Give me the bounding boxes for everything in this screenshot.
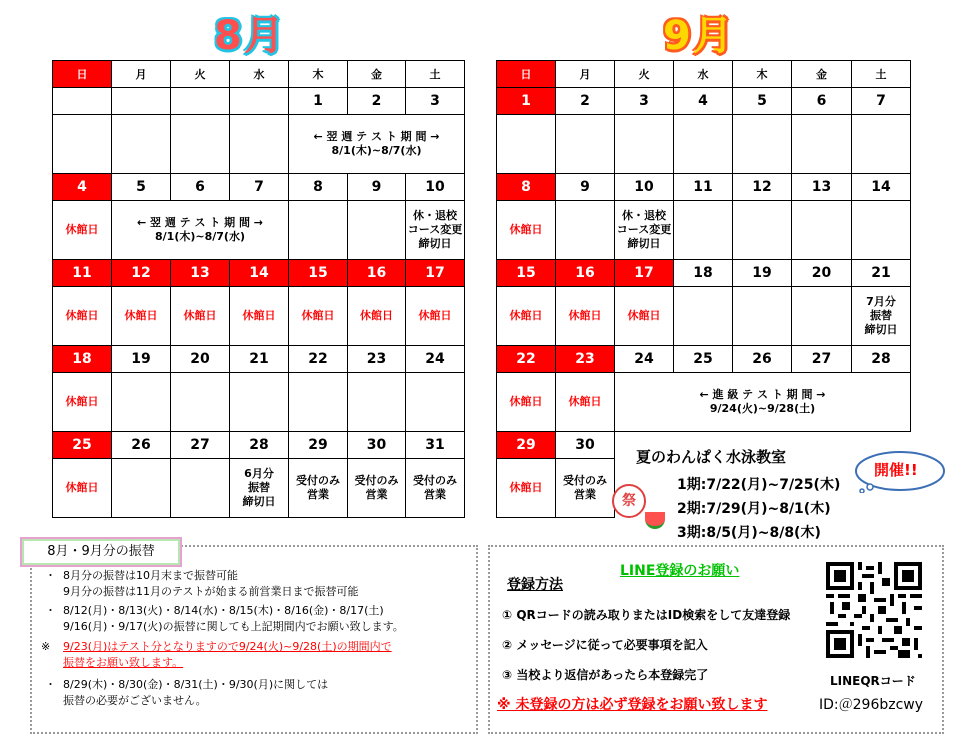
day-empty xyxy=(53,88,112,115)
weekday-fri: 金 xyxy=(348,61,406,88)
day-number: 22 xyxy=(289,346,348,373)
day-empty xyxy=(230,88,289,115)
day-cell xyxy=(674,115,733,174)
day-cell xyxy=(733,201,792,260)
day-number: 25 xyxy=(674,346,733,373)
day-number: 23 xyxy=(556,346,615,373)
day-number: 24 xyxy=(406,346,465,373)
day-number: 22 xyxy=(497,346,556,373)
day-number: 30 xyxy=(556,432,615,459)
test-period-note: ← 翌 週 テ ス ト 期 間 → 8/1(木)~8/7(水) xyxy=(112,201,289,260)
day-cell xyxy=(112,373,171,432)
day-number: 26 xyxy=(733,346,792,373)
transfer-line: 9/23(月)はテスト分となりますので9/24(火)~9/28(土)の期間内で xyxy=(63,640,392,653)
day-cell xyxy=(406,373,465,432)
registration-step-1: ① QRコードの読み取りまたはID検索をして友達登録 xyxy=(502,608,791,622)
day-number: 2 xyxy=(348,88,406,115)
qr-code-icon xyxy=(826,562,922,658)
day-number: 1 xyxy=(289,88,348,115)
closed-label: 休館日 xyxy=(230,287,289,346)
deadline-note: 7月分 振替 締切日 xyxy=(852,287,911,346)
day-cell xyxy=(497,115,556,174)
day-cell xyxy=(171,115,230,174)
closed-label: 休館日 xyxy=(497,459,556,518)
closed-label: 休館日 xyxy=(53,373,112,432)
day-number: 5 xyxy=(733,88,792,115)
day-cell xyxy=(289,201,348,260)
day-number: 23 xyxy=(348,346,406,373)
transfer-item-4 xyxy=(45,677,328,709)
weekday-wed: 水 xyxy=(230,61,289,88)
day-number: 11 xyxy=(674,174,733,201)
weekday-sun: 日 xyxy=(497,61,556,88)
closed-label: 休館日 xyxy=(497,373,556,432)
august-title: 8月 xyxy=(214,13,286,59)
day-number: 7 xyxy=(852,88,911,115)
deadline-note: 6月分 振替 締切日 xyxy=(230,459,289,518)
day-number: 9 xyxy=(348,174,406,201)
weekday-thu: 木 xyxy=(289,61,348,88)
day-number: 21 xyxy=(230,346,289,373)
day-cell xyxy=(852,115,911,174)
day-number: 10 xyxy=(615,174,674,201)
weekday-sun: 日 xyxy=(53,61,112,88)
line-id: ID:＠296bzcwy xyxy=(819,697,924,713)
closed-label: 休館日 xyxy=(348,287,406,346)
festival-fan-icon: 祭 xyxy=(612,484,646,518)
registration-warning: ※ 未登録の方は必ず登録をお願い致します xyxy=(497,697,768,713)
day-number: 16 xyxy=(348,260,406,287)
august-calendar xyxy=(52,60,465,518)
day-number: 10 xyxy=(406,174,465,201)
day-cell xyxy=(792,201,852,260)
day-number: 16 xyxy=(556,260,615,287)
day-number: 20 xyxy=(792,260,852,287)
weekday-sat: 土 xyxy=(852,61,911,88)
day-number: 9 xyxy=(556,174,615,201)
day-cell xyxy=(733,287,792,346)
closed-label: 休館日 xyxy=(53,201,112,260)
bullet-mark: ・ xyxy=(45,604,56,617)
reception-only-note: 受付のみ 営業 xyxy=(406,459,465,518)
day-empty xyxy=(112,88,171,115)
weekday-fri: 金 xyxy=(792,61,852,88)
day-number: 18 xyxy=(674,260,733,287)
transfer-line: 8/29(木)・8/30(金)・8/31(土)・9/30(月)に関しては xyxy=(63,678,329,691)
day-cell xyxy=(792,287,852,346)
day-number: 6 xyxy=(792,88,852,115)
day-number: 24 xyxy=(615,346,674,373)
watermelon-icon xyxy=(645,512,665,529)
weekday-mon: 月 xyxy=(112,61,171,88)
day-number: 15 xyxy=(289,260,348,287)
day-cell xyxy=(615,115,674,174)
summer-school-title: 夏のわんぱく水泳教室 xyxy=(636,448,787,466)
day-cell xyxy=(289,373,348,432)
day-number: 13 xyxy=(792,174,852,201)
day-cell xyxy=(556,115,615,174)
weekday-header xyxy=(53,61,465,88)
day-cell xyxy=(733,115,792,174)
day-number: 6 xyxy=(171,174,230,201)
day-number: 14 xyxy=(852,174,911,201)
note-mark: ※ xyxy=(41,640,51,653)
day-number: 26 xyxy=(112,432,171,459)
day-cell xyxy=(556,201,615,260)
transfer-title: 8月・9月分の振替 xyxy=(20,537,182,567)
day-cell xyxy=(230,373,289,432)
day-number: 12 xyxy=(733,174,792,201)
day-number: 5 xyxy=(112,174,171,201)
test-period-note: ← 翌 週 テ ス ト 期 間 → 8/1(木)~8/7(水) xyxy=(289,115,465,174)
reception-only-note: 受付のみ 営業 xyxy=(556,459,615,518)
open-badge-text: 開催!! xyxy=(874,461,918,479)
day-cell xyxy=(852,201,911,260)
deadline-note: 休・退校 コース変更 締切日 xyxy=(615,201,674,260)
day-number: 4 xyxy=(53,174,112,201)
day-number: 20 xyxy=(171,346,230,373)
closed-label: 休館日 xyxy=(556,373,615,432)
closed-label: 休館日 xyxy=(497,201,556,260)
transfer-line: 8月分の振替は10月末まで振替可能 xyxy=(63,569,238,582)
day-number: 18 xyxy=(53,346,112,373)
day-cell xyxy=(792,115,852,174)
summer-term-3: 3期:8/5(月)~8/8(木) xyxy=(677,525,821,541)
line-qr-code[interactable] xyxy=(826,562,922,658)
weekday-sat: 土 xyxy=(406,61,465,88)
transfer-line: 振替の必要がございません。 xyxy=(63,694,207,707)
day-number: 14 xyxy=(230,260,289,287)
day-cell xyxy=(53,115,112,174)
day-number: 19 xyxy=(112,346,171,373)
weekday-mon: 月 xyxy=(556,61,615,88)
closed-label: 休館日 xyxy=(497,287,556,346)
closed-label: 休館日 xyxy=(556,287,615,346)
weekday-header xyxy=(497,61,911,88)
day-number: 27 xyxy=(171,432,230,459)
day-number: 28 xyxy=(230,432,289,459)
day-cell xyxy=(230,115,289,174)
reception-only-note: 受付のみ 営業 xyxy=(348,459,406,518)
registration-step-3: ③ 当校より返信があったら本登録完了 xyxy=(502,668,709,682)
registration-method-heading: 登録方法 xyxy=(507,577,563,593)
qr-code-label: LINEQRコード xyxy=(830,674,916,688)
closed-label: 休館日 xyxy=(112,287,171,346)
closed-label: 休館日 xyxy=(171,287,230,346)
day-cell xyxy=(112,115,171,174)
day-number: 17 xyxy=(406,260,465,287)
day-number: 8 xyxy=(289,174,348,201)
day-number: 31 xyxy=(406,432,465,459)
weekday-tue: 火 xyxy=(171,61,230,88)
closed-label: 休館日 xyxy=(53,459,112,518)
weekday-tue: 火 xyxy=(615,61,674,88)
day-cell xyxy=(171,459,230,518)
day-cell xyxy=(348,373,406,432)
closed-label: 休館日 xyxy=(289,287,348,346)
day-number: 21 xyxy=(852,260,911,287)
day-cell xyxy=(674,287,733,346)
transfer-line: 9/16(月)・9/17(火)の振替に関しても上記期間内でお願い致します。 xyxy=(63,620,404,633)
day-number: 28 xyxy=(852,346,911,373)
transfer-item-1 xyxy=(45,568,359,600)
transfer-item-2 xyxy=(45,603,404,635)
summer-term-1: 1期:7/22(月)~7/25(木) xyxy=(677,477,841,493)
day-number: 3 xyxy=(406,88,465,115)
day-number: 27 xyxy=(792,346,852,373)
day-number: 15 xyxy=(497,260,556,287)
promotion-test-period-note: ← 進 級 テ ス ト 期 間 → 9/24(火)~9/28(土) xyxy=(615,373,911,432)
closed-label: 休館日 xyxy=(615,287,674,346)
day-number: 29 xyxy=(497,432,556,459)
day-number: 2 xyxy=(556,88,615,115)
closed-label: 休館日 xyxy=(53,287,112,346)
day-cell xyxy=(348,201,406,260)
day-number: 25 xyxy=(53,432,112,459)
day-empty xyxy=(171,88,230,115)
bullet-mark: ・ xyxy=(45,569,56,582)
weekday-thu: 木 xyxy=(733,61,792,88)
day-number: 3 xyxy=(615,88,674,115)
transfer-line: 8/12(月)・8/13(火)・8/14(水)・8/15(木)・8/16(金)・8/17(土) xyxy=(63,604,384,617)
day-number: 29 xyxy=(289,432,348,459)
transfer-line: 振替をお願い致します。 xyxy=(63,656,184,669)
transfer-item-3 xyxy=(41,639,392,671)
reception-only-note: 受付のみ 営業 xyxy=(289,459,348,518)
registration-step-2: ② メッセージに従って必要事項を記入 xyxy=(502,638,708,652)
day-number: 1 xyxy=(497,88,556,115)
deadline-note: 休・退校 コース変更 締切日 xyxy=(406,201,465,260)
day-cell xyxy=(112,459,171,518)
day-number: 30 xyxy=(348,432,406,459)
bullet-mark: ・ xyxy=(45,678,56,691)
day-cell xyxy=(674,201,733,260)
day-number: 7 xyxy=(230,174,289,201)
day-number: 19 xyxy=(733,260,792,287)
transfer-line: 9月分の振替は11月のテストが始まる前営業日まで振替可能 xyxy=(63,585,359,598)
weekday-wed: 水 xyxy=(674,61,733,88)
day-number: 17 xyxy=(615,260,674,287)
day-cell xyxy=(171,373,230,432)
september-title: 9月 xyxy=(663,13,735,59)
day-number: 8 xyxy=(497,174,556,201)
line-heading: LINE登録のお願い xyxy=(620,563,740,579)
day-number: 4 xyxy=(674,88,733,115)
summer-term-2: 2期:7/29(月)~8/1(木) xyxy=(677,501,831,517)
day-number: 11 xyxy=(53,260,112,287)
day-number: 13 xyxy=(171,260,230,287)
closed-label: 休館日 xyxy=(406,287,465,346)
day-number: 12 xyxy=(112,260,171,287)
